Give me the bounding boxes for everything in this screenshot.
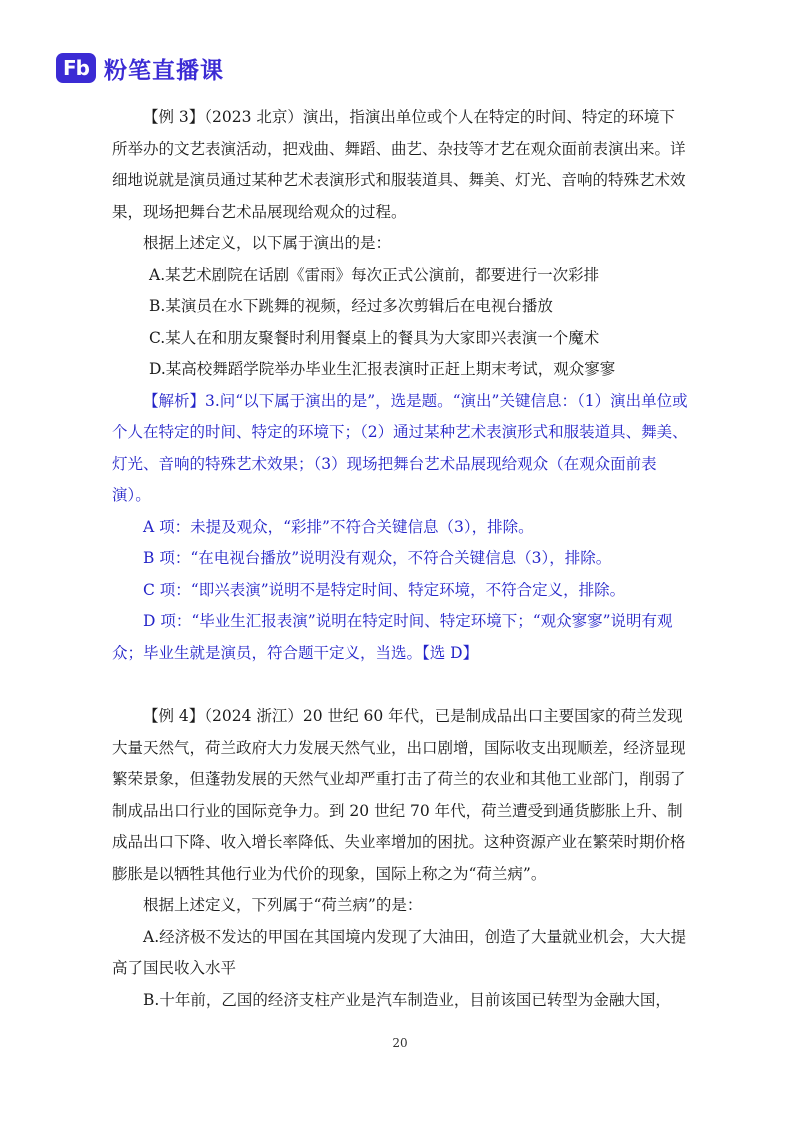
document-body: [112, 102, 688, 1016]
brand-header: [56, 50, 224, 86]
example3-analysis: 【解析】3.问“以下属于演出的是”，选是题。“演出”关键信息：（1）演出单位或个人在特定的时间、特定的环境下；（2）通过某种艺术表演形式和服装道具、舞美、灯光、音响的特殊艺术效果；（3）现场把舞台艺术品展现给观众（在观众面前表演）。: [112, 391, 688, 504]
example3-analysis-c: C 项：“即兴表演”说明不是特定时间、特定环境，不符合定义，排除。: [143, 580, 626, 599]
example3-option-a: A.某艺术剧院在话剧《雷雨》每次正式公演前，都要进行一次彩排: [149, 265, 600, 284]
example3-analysis-d: D 项：“毕业生汇报表演”说明在特定时间、特定环境下；“观众寥寥”说明有观众；毕业生就是演员，符合题干定义，当选。【选 D】: [112, 612, 673, 662]
brand-name: 粉笔直播课: [104, 57, 224, 84]
example4-option-b: B.十年前，乙国的经济支柱产业是汽车制造业，目前该国已转型为金融大国，: [143, 990, 671, 1009]
example3-question: 根据上述定义，以下属于演出的是：: [143, 234, 392, 252]
example3-option-d: D.某高校舞蹈学院举办毕业生汇报表演时正赶上期末考试，观众寥寥: [149, 360, 616, 378]
example3-analysis-b: B 项：“在电视台播放”说明没有观众，不符合关键信息（3），排除。: [143, 549, 612, 567]
page-number: 20: [392, 1036, 408, 1050]
example4-option-a: A.经济极不发达的甲国在其国境内发现了大油田，创造了大量就业机会，大大提高了国民收入水平: [112, 927, 687, 977]
example4-question: 根据上述定义，下列属于“荷兰病”的是：: [143, 896, 423, 914]
example4-stem: 【例 4】（2024 浙江）20 世纪 60 年代，已是制成品出口主要国家的荷兰发现大量天然气，荷兰政府大力发展天然气业，出口剧增，国际收支出现顺差，经济显现繁荣景象，但蓬勃发展的天然气业却严重打击了荷兰的农业和其他工业部门，削弱了制成品出口行业的国际竞争力。到 20 世纪 70 年代，荷兰遭受到通货膨胀上升、制成品出口下降、收入增长率降低、失业率增加的困扰。这种资源产业在繁荣时期价格膨胀是以牺牲其他行业为代价的现象，国际上称之为“荷兰病”。: [112, 707, 686, 883]
example3-stem: 【例 3】（2023 北京）演出，指演出单位或个人在特定的时间、特定的环境下所举办的文艺表演活动，把戏曲、舞蹈、曲艺、杂技等才艺在观众面前表演出来。详细地说就是演员通过某种艺术表演形式和服装道具、舞美、灯光、音响的特殊艺术效果，现场把舞台艺术品展现给观众的过程。: [112, 108, 686, 221]
section-gap: [112, 669, 688, 701]
example3-option-b: B.某演员在水下跳舞的视频，经过多次剪辑后在电视台播放: [149, 297, 553, 315]
fenbi-logo-icon: Fb: [56, 53, 96, 83]
example3-option-c: C.某人在和朋友聚餐时利用餐桌上的餐具为大家即兴表演一个魔术: [149, 328, 600, 347]
example3-analysis-a: A 项：未提及观众，“彩排”不符合关键信息（3），排除。: [143, 517, 534, 536]
